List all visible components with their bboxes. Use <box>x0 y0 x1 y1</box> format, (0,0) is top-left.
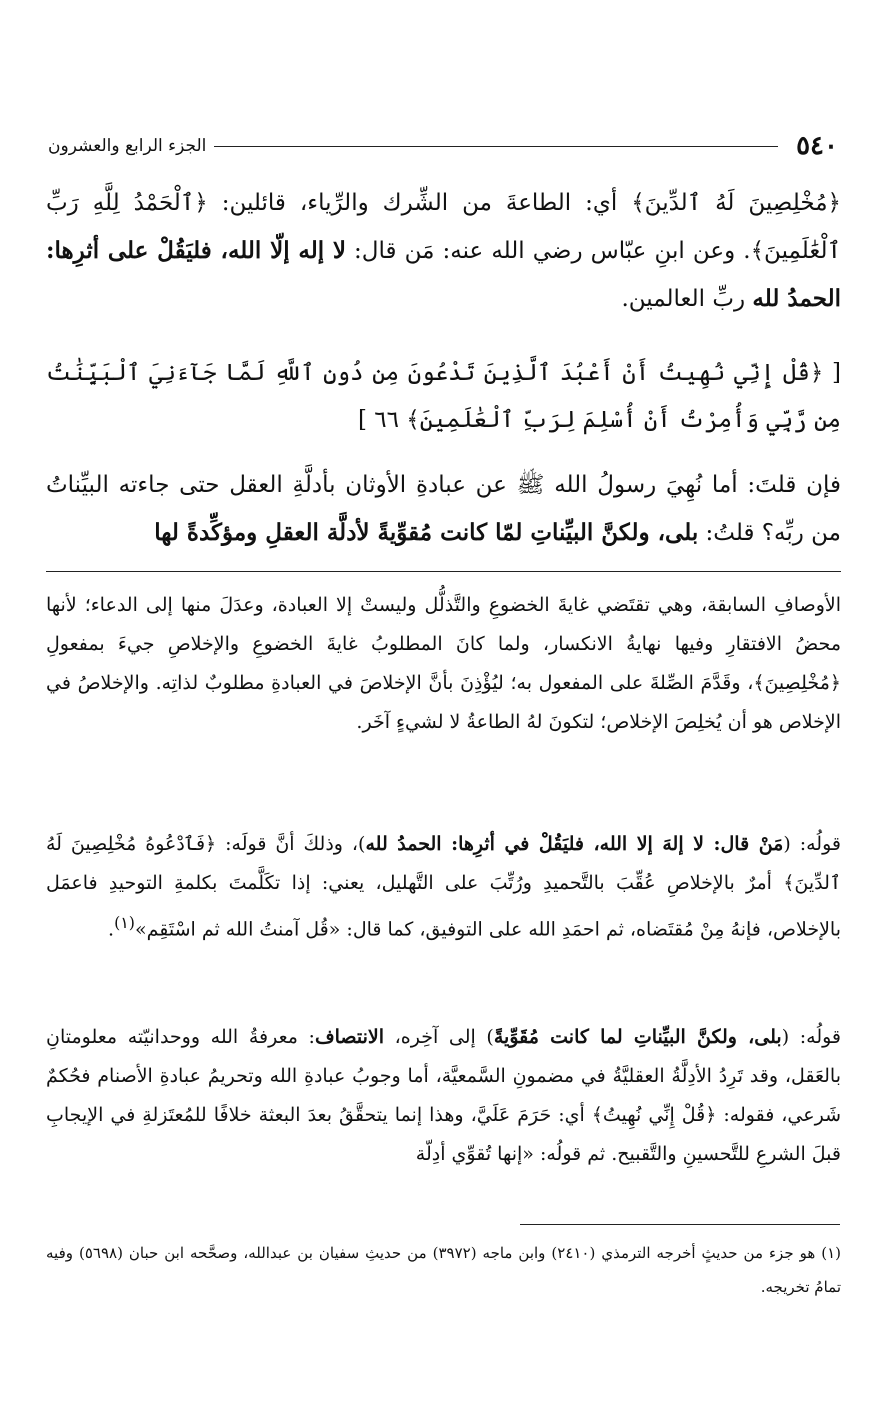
quran-verse: ﴿ٱلْحَمْدُ لِلَّهِ رَبِّ ٱلْعَٰلَمِينَ﴾ <box>46 190 841 264</box>
quran-verse: ﴿فَٱدْعُوهُ مُخْلِصِينَ لَهُ ٱلدِّينَ﴾ <box>46 833 841 894</box>
text-run: قولُه: ( <box>781 1026 842 1048</box>
text-run: أي: حَرَمَ عَلَيَّ، وهذا إنما يتحقَّقُ بعدَ البعثة خلافًا للمُعتَزلةِ في الإيجابِ قبلَ الشرعِ للتَّحسينِ والتَّقبيح. ثم قولُه: «إنها تُقوِّي أدِلّة <box>46 1104 841 1165</box>
footnote-separator <box>520 1224 840 1225</box>
sharh-paragraph-3 <box>46 1018 841 1174</box>
bold-text: بلى، ولكنَّ البيِّناتِ لما كانت مُقَوِّيةً <box>493 1026 782 1048</box>
running-title: الجزء الرابع والعشرون <box>48 136 207 156</box>
sharh-paragraph-1 <box>46 586 841 742</box>
matn-sharh-separator <box>46 571 841 572</box>
matn-verse-66 <box>46 350 841 444</box>
quran-verse: [ ﴿قُلْ إِنِّي نُهِيتُ أَنْ أَعْبُدَ ٱلَّذِينَ تَدْعُونَ مِن دُونِ ٱللَّهِ لَمَّا جَآءَنِيَ ٱلْبَيِّنَٰتُ مِن رَّبِّي وَأُمِرْتُ أَنْ أُسْلِمَ لِرَبِّ ٱلْعَٰلَمِينَ﴾ ٦٦ ] <box>46 360 841 433</box>
text-run: : معرفةُ الله ووحدانيّته معلومتانِ بالعَقل، وقد تَرِدُ الأدِلَّةُ العقليَّةُ في مضمونِ السَّمعيَّة، أما وجوبُ عبادةِ الله وتحريمُ عبادةِ الأصنام فحُكمٌ شَرعي، فقوله: <box>46 1026 841 1126</box>
text-run: قولُه: ( <box>783 833 841 855</box>
matn-paragraph-1 <box>46 180 841 323</box>
running-header <box>48 126 838 166</box>
bold-text: مَنْ قال: لا إلهَ إلا الله، فليَقُلْ في أثرِها: الحمدُ لله <box>365 833 784 855</box>
bold-text: الانتصاف <box>314 1026 385 1048</box>
matn-paragraph-3 <box>46 462 841 557</box>
sharh-paragraph-2 <box>46 825 841 949</box>
hadith-quote: لا إله إلّا الله، فليَقُلْ على أثرِها: الحمدُ لله <box>46 237 841 312</box>
text-run: ) إلى آخِره، <box>384 1026 494 1048</box>
quran-verse: ﴿مُخْلِصِينَ لَهُ ٱلدِّينَ﴾ <box>631 190 841 216</box>
text-run: . وعن ابنِ عبّاس رضي الله عنه: مَن قال: <box>345 238 751 264</box>
quran-verse: ﴿مُخْلِصِينَ﴾ <box>753 672 841 694</box>
text-run: فإن قلتَ: أما نُهِيَ رسولُ الله ﷺ عن عبادةِ الأوثان بأدلَّةِ العقل حتى جاءته البيِّناتُ من ربِّه؟ قلتُ: <box>46 472 841 546</box>
header-rule <box>214 146 778 147</box>
text-run: الأوصافِ السابقة، وهي تقتَضي غايةَ الخضوعِ والتَّذلُّل وليستْ إلا العبادة، وعدَلَ منها إلى الدعاء؛ لأنها محضُ الافتقارِ وفيها نهايةُ الانكسار، ولما كانَ المطلوبُ غايةَ الخضوعِ والإخلاصِ جيءَ بمفعولِ <box>46 594 841 655</box>
text-run: أي: الطاعةَ من الشِّرك والرِّياء، قائلين: <box>207 190 632 216</box>
text-run: )، وذلكَ أنَّ قولَه: <box>216 833 366 855</box>
footnote <box>46 1236 841 1304</box>
text-run: ، وقَدَّمَ الصِّلةَ على المفعول به؛ ليُؤْذِنَ بأنَّ الإخلاصَ في العبادةِ مطلوبٌ لذاتِه. والإخلاصُ في الإخلاص هو أن يُخلِصَ الإخلاص؛ لتكونَ لهُ الطاعةُ لا لشيءٍ آخَر. <box>46 672 841 733</box>
page-number: ٥٤٠ <box>796 131 838 161</box>
quran-verse: ﴿قُلْ إِنِّي نُهِيتُ﴾ <box>591 1104 717 1126</box>
bold-text: بلى، ولكنَّ البيِّناتِ لمّا كانت مُقوِّيةً لأدلَّة العقلِ ومؤكِّدةً لها <box>154 519 699 546</box>
text-run: . <box>108 918 115 941</box>
footnote-marker[interactable]: (١) <box>114 913 135 932</box>
text-run: أمرٌ بالإخلاصِ عُقِّبَ بالتَّحميدِ ورُتِّبَ على التَّهليل، يعني: إذا تكَلَّمتَ بكلمةِ التوحيدِ فاعمَل بالإخلاص، فإنهُ مِنْ مُقتَضاه، ثم احمَدِ الله على التوفيق، كما قال: «قُل آمنتُ الله ثم اسْتَقِم» <box>46 872 841 941</box>
text-run: ربِّ العالمين. <box>621 286 753 312</box>
footnote-text: (١) هو جزء من حديثٍ أخرجه الترمذي (٢٤١٠) وابن ماجه (٣٩٧٢) من حديثِ سفيان بن عبدالله، وصحَّحه ابن حبان (٥٦٩٨) وفيه تمامُ تخريجه. <box>46 1244 841 1296</box>
